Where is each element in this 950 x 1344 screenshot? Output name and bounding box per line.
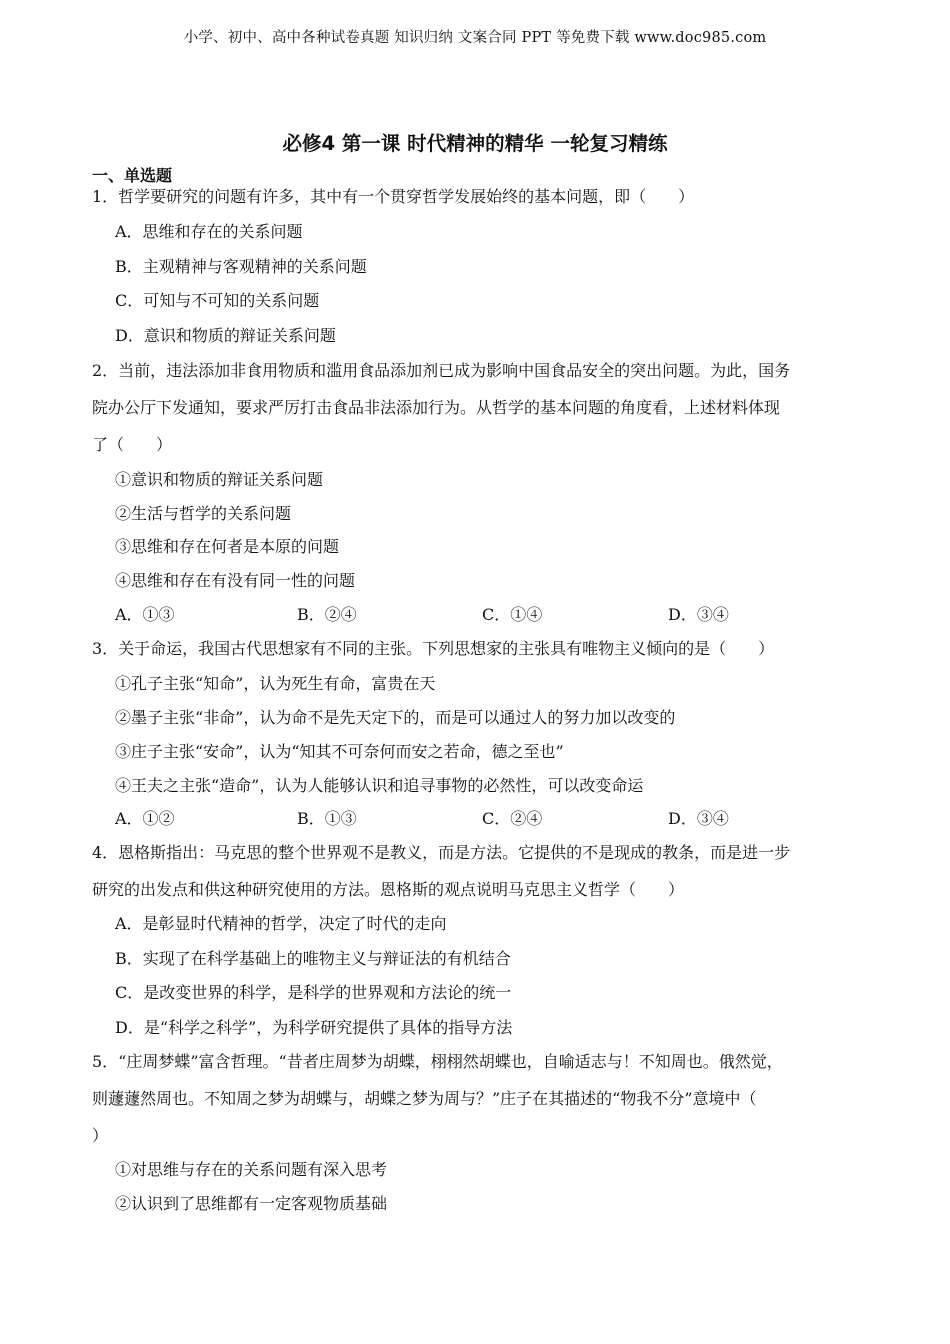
question-2-option-b: B．②④ xyxy=(297,605,357,624)
question-5-stem-line-2: 则蘧蘧然周也。不知周之梦为胡蝶与，胡蝶之梦为周与？”庄子在其描述的“物我不分”意境中（ xyxy=(92,1089,757,1108)
question-1-option-b: B．主观精神与客观精神的关系问题 xyxy=(115,257,367,276)
question-2-option-d: D．③④ xyxy=(668,605,729,624)
question-1-stem: 1．哲学要研究的问题有许多，其中有一个贯穿哲学发展始终的基本问题，即（ ） xyxy=(92,187,695,206)
question-2-option-a: A．①③ xyxy=(115,605,175,624)
page-header: 小学、初中、高中各种试卷真题 知识归纳 文案合同 PPT 等免费下载 www.doc985.com xyxy=(183,30,767,46)
question-4-option-b: B．实现了在科学基础上的唯物主义与辩证法的有机结合 xyxy=(115,949,511,968)
question-3-options xyxy=(115,809,875,829)
question-3-option-c: C．②④ xyxy=(482,809,543,828)
question-2-item-4: ④思维和存在有没有同一性的问题 xyxy=(115,571,356,590)
question-2-options xyxy=(115,605,875,625)
question-3-option-b: B．①③ xyxy=(297,809,357,828)
question-2-stem-line-2: 院办公厅下发通知，要求严厉打击食品非法添加行为。从哲学的基本问题的角度看，上述材料体现 xyxy=(92,398,781,417)
question-3-item-1: ①孔子主张“知命”，认为死生有命，富贵在天 xyxy=(115,674,436,693)
section-heading: 一、单选题 xyxy=(92,166,173,185)
question-4-option-c: C．是改变世界的科学，是科学的世界观和方法论的统一 xyxy=(115,983,512,1002)
question-3-option-a: A．①② xyxy=(115,809,175,828)
question-2-stem-line-3: 了（ ） xyxy=(92,435,173,454)
question-2-item-1: ①意识和物质的辩证关系问题 xyxy=(115,470,324,489)
question-4-option-d: D．是“科学之科学”，为科学研究提供了具体的指导方法 xyxy=(115,1018,513,1037)
question-2-stem-line-1: 2．当前，违法添加非食用物质和滥用食品添加剂已成为影响中国食品安全的突出问题。为此，国务 xyxy=(92,361,791,380)
question-3-item-3: ③庄子主张“安命”，认为“知其不可奈何而安之若命，德之至也” xyxy=(115,742,564,761)
question-5-item-2: ②认识到了思维都有一定客观物质基础 xyxy=(115,1194,388,1213)
question-1-option-a: A．思维和存在的关系问题 xyxy=(115,222,303,241)
question-3-option-d: D．③④ xyxy=(668,809,729,828)
document-title: 必修4 第一课 时代精神的精华 一轮复习精练 xyxy=(282,132,668,155)
question-3-stem: 3．关于命运，我国古代思想家有不同的主张。下列思想家的主张具有唯物主义倾向的是（ ） xyxy=(92,639,775,658)
question-2-item-3: ③思维和存在何者是本原的问题 xyxy=(115,537,340,556)
question-5-stem-line-3: ） xyxy=(92,1126,109,1145)
question-5-item-1: ①对思维与存在的关系问题有深入思考 xyxy=(115,1160,388,1179)
question-4-stem-line-1: 4．恩格斯指出：马克思的整个世界观不是教义，而是方法。它提供的不是现成的教条，而是进一步 xyxy=(92,843,791,862)
question-5-stem-line-1: 5．“庄周梦蝶”富含哲理。“昔者庄周梦为胡蝶，栩栩然胡蝶也，自喻适志与！不知周也。俄然觉， xyxy=(92,1052,783,1071)
question-4-stem-line-2: 研究的出发点和供这种研究使用的方法。恩格斯的观点说明马克思主义哲学（ ） xyxy=(92,880,685,899)
question-2-option-c: C．①④ xyxy=(482,605,543,624)
question-4-option-a: A．是彰显时代精神的哲学，决定了时代的走向 xyxy=(115,914,447,933)
question-1-option-d: D．意识和物质的辩证关系问题 xyxy=(115,326,336,345)
question-3-item-2: ②墨子主张“非命”，认为命不是先天定下的，而是可以通过人的努力加以改变的 xyxy=(115,708,676,727)
question-1-option-c: C．可知与不可知的关系问题 xyxy=(115,291,320,310)
question-2-item-2: ②生活与哲学的关系问题 xyxy=(115,504,292,523)
question-3-item-4: ④王夫之主张“造命”，认为人能够认识和追寻事物的必然性，可以改变命运 xyxy=(115,776,644,795)
